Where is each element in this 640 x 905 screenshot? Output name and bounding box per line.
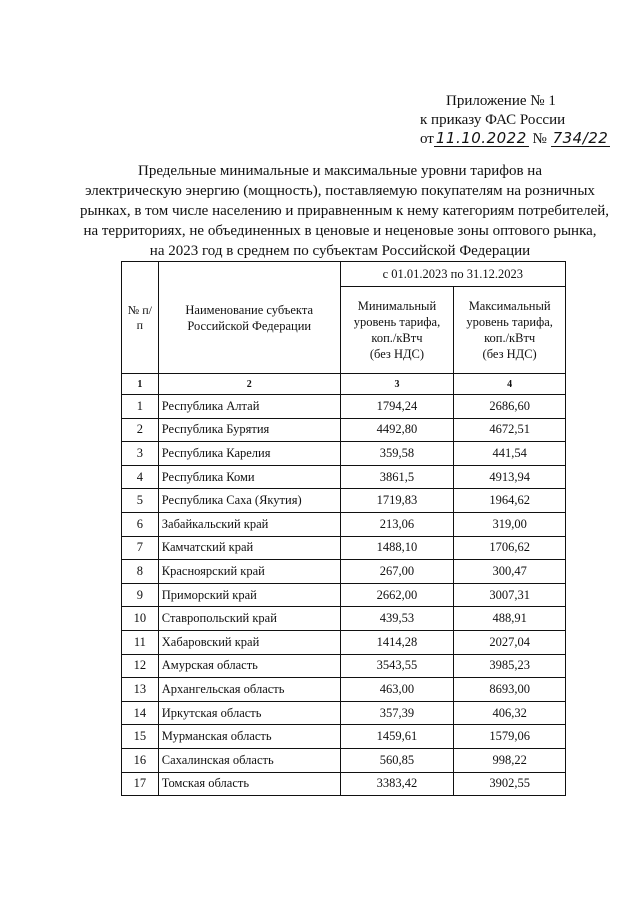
row-min-tariff: 359,58 bbox=[340, 442, 454, 466]
table-body bbox=[122, 395, 566, 796]
row-max-tariff: 4672,51 bbox=[454, 418, 566, 442]
row-subject: Хабаровский край bbox=[158, 630, 340, 654]
row-number: 4 bbox=[122, 465, 159, 489]
table-row bbox=[122, 725, 566, 749]
row-max-tariff: 3007,31 bbox=[454, 583, 566, 607]
row-number: 11 bbox=[122, 630, 159, 654]
row-min-tariff: 213,06 bbox=[340, 512, 454, 536]
row-max-tariff: 8693,00 bbox=[454, 678, 566, 702]
row-min-tariff: 1459,61 bbox=[340, 725, 454, 749]
table-row bbox=[122, 395, 566, 419]
column-index: 3 bbox=[340, 374, 454, 395]
row-subject: Мурманская область bbox=[158, 725, 340, 749]
row-subject: Камчатский край bbox=[158, 536, 340, 560]
row-number: 10 bbox=[122, 607, 159, 631]
row-min-tariff: 3543,55 bbox=[340, 654, 454, 678]
row-subject: Сахалинская область bbox=[158, 748, 340, 772]
row-subject: Красноярский край bbox=[158, 560, 340, 584]
title-line: на территориях, не объединенных в ценовые и неценовые зоны оптового рынка, bbox=[83, 223, 597, 239]
row-number: 13 bbox=[122, 678, 159, 702]
row-max-tariff: 2027,04 bbox=[454, 630, 566, 654]
header-min-line: (без НДС) bbox=[369, 347, 425, 361]
header-min bbox=[340, 287, 454, 374]
header-max-line: уровень тарифа, bbox=[466, 315, 553, 329]
row-number: 9 bbox=[122, 583, 159, 607]
row-subject: Приморский край bbox=[158, 583, 340, 607]
header-subject-line: Наименование субъекта bbox=[185, 302, 313, 317]
row-min-tariff: 560,85 bbox=[340, 748, 454, 772]
row-min-tariff: 1794,24 bbox=[340, 395, 454, 419]
row-number: 7 bbox=[122, 536, 159, 560]
row-max-tariff: 319,00 bbox=[454, 512, 566, 536]
row-subject: Республика Коми bbox=[158, 465, 340, 489]
row-min-tariff: 2662,00 bbox=[340, 583, 454, 607]
table-row bbox=[122, 536, 566, 560]
row-max-tariff: 406,32 bbox=[454, 701, 566, 725]
header-subject-line: Российской Федерации bbox=[187, 318, 312, 333]
column-index: 1 bbox=[122, 374, 159, 395]
row-subject: Республика Бурятия bbox=[158, 418, 340, 442]
title-line: рынках, в том числе населению и приравненным к нему категориям потребителей, bbox=[80, 203, 610, 219]
column-index: 4 bbox=[454, 374, 566, 395]
header-max-line: коп./кВтч bbox=[484, 331, 536, 345]
row-subject: Иркутская область bbox=[158, 701, 340, 725]
row-number: 1 bbox=[122, 395, 159, 419]
row-number: 17 bbox=[122, 772, 159, 796]
appendix-from-prefix: от bbox=[420, 131, 434, 147]
table-row bbox=[122, 630, 566, 654]
row-subject: Ставропольский край bbox=[158, 607, 340, 631]
row-number: 6 bbox=[122, 512, 159, 536]
row-min-tariff: 463,00 bbox=[340, 678, 454, 702]
header-num: № п/п bbox=[122, 262, 159, 374]
row-number: 12 bbox=[122, 654, 159, 678]
table-row bbox=[122, 701, 566, 725]
row-max-tariff: 1706,62 bbox=[454, 536, 566, 560]
appendix-block bbox=[420, 92, 620, 149]
table-row bbox=[122, 489, 566, 513]
column-index-row bbox=[122, 374, 566, 395]
appendix-date-line bbox=[420, 130, 620, 149]
table-row bbox=[122, 583, 566, 607]
row-min-tariff: 267,00 bbox=[340, 560, 454, 584]
table-row bbox=[122, 748, 566, 772]
table-row bbox=[122, 512, 566, 536]
header-min-line: Минимальный bbox=[357, 299, 437, 313]
table-row bbox=[122, 654, 566, 678]
table-row bbox=[122, 442, 566, 466]
row-max-tariff: 3902,55 bbox=[454, 772, 566, 796]
row-max-tariff: 488,91 bbox=[454, 607, 566, 631]
row-subject: Забайкальский край bbox=[158, 512, 340, 536]
row-subject: Амурская область bbox=[158, 654, 340, 678]
row-max-tariff: 3985,23 bbox=[454, 654, 566, 678]
column-index: 2 bbox=[158, 374, 340, 395]
appendix-number: 734/22 bbox=[552, 129, 609, 147]
row-number: 16 bbox=[122, 748, 159, 772]
table-row bbox=[122, 418, 566, 442]
tariffs-table bbox=[121, 261, 566, 796]
header-min-line: уровень тарифа, bbox=[353, 315, 441, 329]
row-number: 15 bbox=[122, 725, 159, 749]
row-number: 5 bbox=[122, 489, 159, 513]
row-max-tariff: 998,22 bbox=[454, 748, 566, 772]
row-max-tariff: 441,54 bbox=[454, 442, 566, 466]
row-min-tariff: 1414,28 bbox=[340, 630, 454, 654]
row-max-tariff: 1964,62 bbox=[454, 489, 566, 513]
row-number: 8 bbox=[122, 560, 159, 584]
row-max-tariff: 1579,06 bbox=[454, 725, 566, 749]
row-max-tariff: 4913,94 bbox=[454, 465, 566, 489]
row-min-tariff: 4492,80 bbox=[340, 418, 454, 442]
appendix-title: Приложение № 1 bbox=[446, 93, 556, 109]
row-min-tariff: 1488,10 bbox=[340, 536, 454, 560]
row-subject: Архангельская область bbox=[158, 678, 340, 702]
row-number: 3 bbox=[122, 442, 159, 466]
row-number: 2 bbox=[122, 418, 159, 442]
table-row bbox=[122, 607, 566, 631]
row-subject: Томская область bbox=[158, 772, 340, 796]
row-subject: Республика Карелия bbox=[158, 442, 340, 466]
title-line: Предельные минимальные и максимальные уровни тарифов на bbox=[137, 163, 542, 179]
row-max-tariff: 2686,60 bbox=[454, 395, 566, 419]
row-number: 14 bbox=[122, 701, 159, 725]
header-max bbox=[454, 287, 566, 374]
appendix-order-ref: к приказу ФАС России bbox=[420, 112, 566, 128]
row-max-tariff: 300,47 bbox=[454, 560, 566, 584]
header-min-line: коп./кВтч bbox=[371, 331, 423, 345]
row-subject: Республика Саха (Якутия) bbox=[158, 489, 340, 513]
row-min-tariff: 439,53 bbox=[340, 607, 454, 631]
row-min-tariff: 3383,42 bbox=[340, 772, 454, 796]
title-line: электрическую энергию (мощность), поставляемую покупателям на розничных bbox=[85, 183, 595, 199]
appendix-number-prefix: № bbox=[532, 131, 547, 147]
row-min-tariff: 1719,83 bbox=[340, 489, 454, 513]
header-period: с 01.01.2023 по 31.12.2023 bbox=[340, 262, 565, 287]
row-subject: Республика Алтай bbox=[158, 395, 340, 419]
header-subject bbox=[158, 262, 340, 374]
header-max-line: Максимальный bbox=[468, 299, 551, 313]
row-min-tariff: 357,39 bbox=[340, 701, 454, 725]
row-min-tariff: 3861,5 bbox=[340, 465, 454, 489]
table-row bbox=[122, 465, 566, 489]
table-row bbox=[122, 772, 566, 796]
header-max-line: (без НДС) bbox=[482, 347, 537, 361]
appendix-date: 11.10.2022 bbox=[435, 129, 527, 147]
document-title bbox=[80, 161, 610, 261]
table-row bbox=[122, 678, 566, 702]
title-line: на 2023 год в среднем по субъектам Российской Федерации bbox=[149, 243, 531, 259]
table-row bbox=[122, 560, 566, 584]
